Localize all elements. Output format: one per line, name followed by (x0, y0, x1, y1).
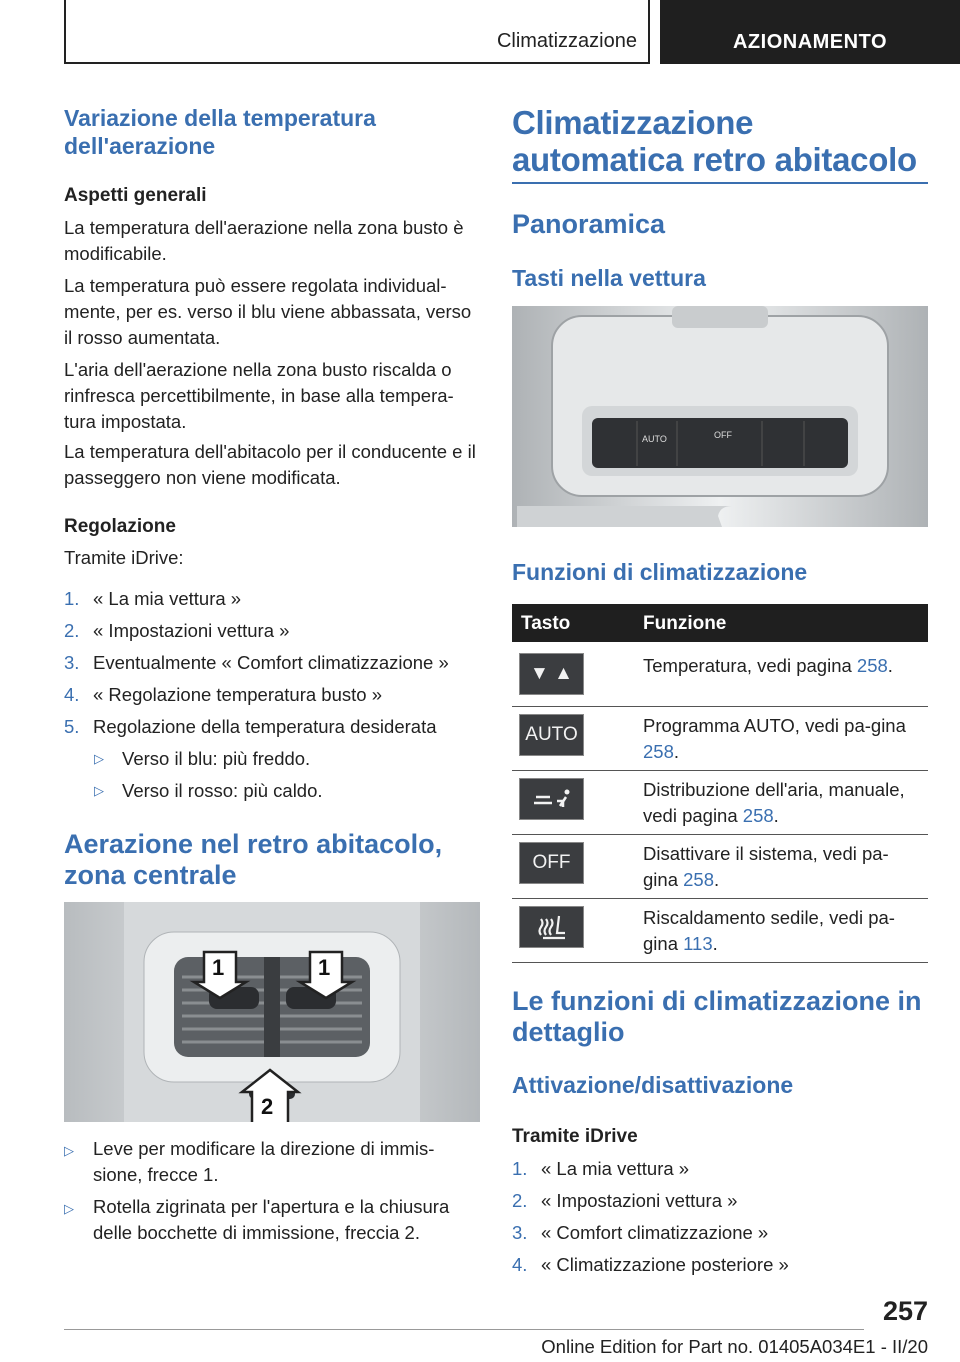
step-text: Regolazione della temperatura desiderata (93, 716, 437, 737)
table-row (512, 770, 928, 835)
sub-bullet-text: Verso il blu: più freddo. (122, 748, 311, 769)
table-row (512, 898, 928, 963)
table-row-text: Temperatura, vedi pagina 258. (643, 655, 893, 676)
table-row (512, 834, 928, 899)
footer-rule (64, 1329, 864, 1330)
page-link[interactable]: 258 (683, 869, 714, 890)
page-link[interactable]: 258 (856, 655, 888, 676)
step-number: 3. (64, 652, 80, 673)
bullet-triangle-icon: ▷ (94, 751, 104, 766)
table-row-text: Programma AUTO, vedi pa-gina 258. (643, 715, 906, 762)
control-panel-figure (512, 306, 928, 527)
subheading-regolazione: Regolazione (64, 516, 176, 537)
sub-bullet-text: Verso il rosso: più caldo. (122, 780, 323, 801)
seat-heating-icon (519, 906, 584, 948)
paragraph-3: L'aria dell'aerazione nella zona busto riscalda o rinfresca percettibilmente, in base alla tempera-tura impostata. (64, 359, 454, 432)
table-row-text: Distribuzione dell'aria, manuale, vedi pagina 258. (643, 779, 905, 826)
tramite-label: Tramite iDrive: (64, 547, 184, 568)
footer-edition: Online Edition for Part no. 01405A034E1 - II/20 (541, 1336, 928, 1357)
table-header (512, 604, 928, 642)
heading-dettaglio: Le funzioni di climatizzazione in dettaglio (512, 986, 922, 1047)
vent-illustration-icon (64, 902, 480, 1122)
subheading-tramite-idrive: Tramite iDrive (512, 1126, 638, 1147)
page-link[interactable]: 258 (643, 741, 674, 762)
temperature-arrows-icon: ▼ ▲ (519, 653, 584, 695)
step-text: « Comfort climatizzazione » (541, 1222, 769, 1243)
table-row-text: Disattivare il sistema, vedi pa-gina 258. (643, 843, 889, 890)
table-header-funzione: Funzione (643, 613, 727, 634)
page-number: 257 (882, 1296, 928, 1326)
air-distribution-icon (519, 778, 584, 820)
panel-auto-label: AUTO (642, 434, 667, 444)
paragraph-2: La temperatura può essere regolata individual-mente, per es. verso il blu viene abbassata, verso il rosso aumentata. (64, 275, 472, 348)
step-number: 2. (512, 1190, 528, 1211)
step-text: « La mia vettura » (541, 1158, 690, 1179)
step-text: « Impostazioni vettura » (541, 1190, 738, 1211)
bullet-triangle-icon: ▷ (94, 783, 104, 798)
header-rule-bottom (64, 62, 650, 64)
table-row (512, 706, 928, 771)
step-text: Eventualmente « Comfort climatizzazione » (93, 652, 449, 673)
heading-main: Climatizzazione automatica retro abitacolo (512, 104, 917, 178)
off-button-icon: OFF (519, 842, 584, 884)
step-number: 4. (64, 684, 80, 705)
figure-label-2: 2 (261, 1094, 274, 1119)
paragraph-4: La temperatura dell'abitacolo per il conducente e il passeggero non viene modificata. (64, 441, 476, 488)
step-text: « Climatizzazione posteriore » (541, 1254, 789, 1275)
figure-label-1: 1 (212, 955, 225, 980)
header-section-label: AZIONAMENTO (660, 0, 960, 64)
bullet-text: Rotella zigrinata per l'apertura e la chiusura delle bocchette di immissione, freccia 2. (93, 1196, 450, 1243)
page-link[interactable]: 113 (683, 933, 713, 954)
bullet-text: Leve per modificare la direzione di immis-sione, frecce 1. (93, 1138, 435, 1185)
heading-variazione: Variazione della temperatura dell'aerazione (64, 105, 376, 159)
subheading-aspetti: Aspetti generali (64, 185, 207, 206)
step-number: 2. (64, 620, 80, 641)
auto-button-icon: AUTO (519, 714, 584, 756)
header-title: Climatizzazione (496, 30, 637, 52)
header-separator (648, 0, 650, 64)
page-link[interactable]: 258 (742, 805, 774, 826)
table-header-tasto: Tasto (521, 613, 571, 634)
panel-off-label: OFF (714, 430, 732, 440)
heading-rule (512, 182, 928, 184)
control-panel-illustration-icon (512, 306, 928, 527)
table-row (512, 642, 928, 707)
step-number: 1. (64, 588, 80, 609)
step-number: 1. (512, 1158, 528, 1179)
step-number: 5. (64, 716, 80, 737)
bullet-triangle-icon: ▷ (64, 1201, 74, 1216)
step-number: 3. (512, 1222, 528, 1243)
step-text: « Regolazione temperatura busto » (93, 684, 382, 705)
step-number: 4. (512, 1254, 528, 1275)
heading-aerazione: Aerazione nel retro abitacolo, zona centrale (64, 829, 443, 890)
heading-panoramica: Panoramica (512, 209, 666, 239)
vent-figure (64, 902, 480, 1122)
figure-label-1: 1 (318, 955, 331, 980)
bullet-triangle-icon: ▷ (64, 1143, 74, 1158)
header-rule-left (64, 0, 66, 64)
heading-funzioni: Funzioni di climatizzazione (512, 559, 808, 585)
heading-tasti: Tasti nella vettura (512, 265, 706, 291)
step-text: « La mia vettura » (93, 588, 242, 609)
heading-attivazione: Attivazione/disattivazione (512, 1072, 794, 1098)
step-text: « Impostazioni vettura » (93, 620, 290, 641)
table-row-text: Riscaldamento sedile, vedi pa-gina 113. (643, 907, 895, 954)
paragraph-1: La temperatura dell'aerazione nella zona busto è modificabile. (64, 217, 464, 264)
